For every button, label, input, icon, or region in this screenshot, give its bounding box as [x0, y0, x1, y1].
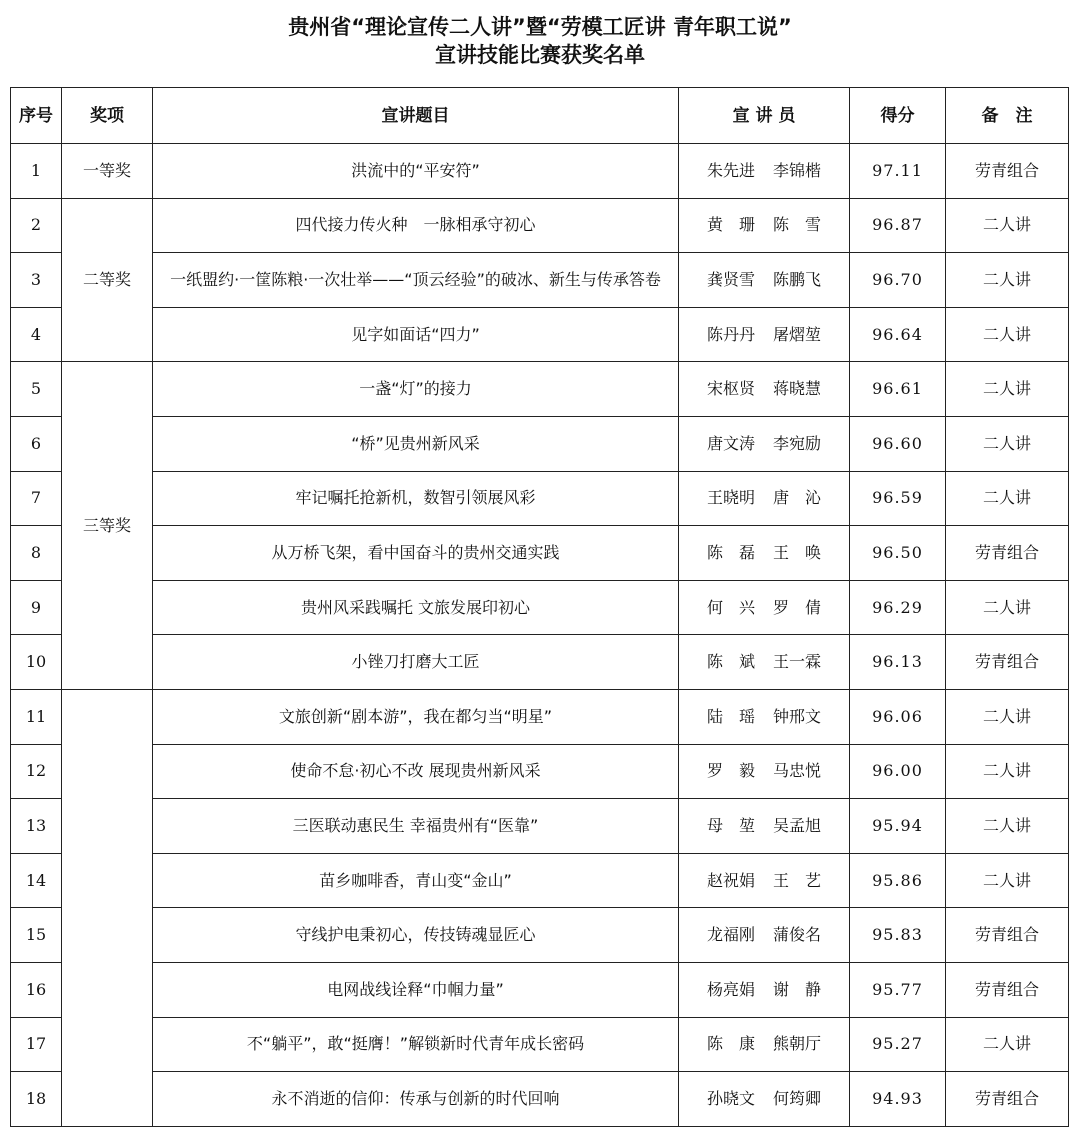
- speaker-names: [683, 487, 845, 509]
- note: 二人讲: [946, 1017, 1069, 1072]
- speaker-name: 母 堃: [706, 815, 755, 835]
- table-row: [11, 853, 1069, 908]
- header-score: 得分: [850, 88, 946, 144]
- header-note: 备 注: [946, 88, 1069, 144]
- speech-topic: 守线护电秉初心，传技铸魂显匠心: [153, 908, 679, 963]
- award-level: 一等奖: [62, 144, 153, 199]
- speakers-cell: [679, 689, 850, 744]
- score: 97.11: [850, 144, 946, 199]
- speaker-name: 李宛励: [773, 433, 822, 453]
- table-row: [11, 198, 1069, 253]
- speech-topic: 一盏“灯”的接力: [153, 362, 679, 417]
- speaker-name: 吴孟旭: [773, 815, 822, 835]
- speech-topic: 使命不怠·初心不改 展现贵州新风采: [153, 744, 679, 799]
- note: 二人讲: [946, 689, 1069, 744]
- award-level: [62, 689, 153, 1126]
- speaker-name: 陈丹丹: [706, 324, 755, 344]
- speaker-names: [683, 378, 845, 400]
- score: 96.06: [850, 689, 946, 744]
- speaker-name: 宋枢贤: [706, 379, 755, 399]
- table-row: [11, 526, 1069, 581]
- table-header-row: [11, 88, 1069, 144]
- speech-topic: 一纸盟约·一筐陈粮·一次壮举——“顶云经验”的破冰、新生与传承答卷: [153, 253, 679, 308]
- score: 96.61: [850, 362, 946, 417]
- note: 劳青组合: [946, 908, 1069, 963]
- speakers-cell: [679, 526, 850, 581]
- speech-topic: 不“躺平”，敢“挺膺！”解锁新时代青年成长密码: [153, 1017, 679, 1072]
- header-award: 奖项: [62, 88, 153, 144]
- note: 二人讲: [946, 580, 1069, 635]
- table-row: [11, 144, 1069, 199]
- row-number: 7: [11, 471, 62, 526]
- row-number: 1: [11, 144, 62, 199]
- row-number: 13: [11, 799, 62, 854]
- table-row: [11, 799, 1069, 854]
- speech-topic: 洪流中的“平安符”: [153, 144, 679, 199]
- speaker-name: 蒲俊名: [773, 925, 822, 945]
- score: 95.77: [850, 962, 946, 1017]
- speaker-name: 李锦楷: [773, 160, 822, 180]
- speaker-name: 王一霖: [773, 652, 822, 672]
- speaker-names: [683, 1033, 845, 1055]
- score: 96.13: [850, 635, 946, 690]
- table-row: [11, 962, 1069, 1017]
- speaker-names: [683, 269, 845, 291]
- speaker-name: 孙晓文: [706, 1088, 755, 1108]
- table-row: [11, 471, 1069, 526]
- award-level: 二等奖: [62, 198, 153, 362]
- table-row: [11, 580, 1069, 635]
- speaker-names: [683, 760, 845, 782]
- table-body: [11, 144, 1069, 1127]
- row-number: 4: [11, 307, 62, 362]
- speaker-name: 唐 沁: [773, 488, 822, 508]
- score: 96.59: [850, 471, 946, 526]
- table-row: [11, 689, 1069, 744]
- speaker-name: 蒋晓慧: [773, 379, 822, 399]
- speakers-cell: [679, 635, 850, 690]
- speech-topic: 见字如面话“四力”: [153, 307, 679, 362]
- speaker-name: 谢 静: [773, 979, 822, 999]
- speaker-name: 陈 斌: [706, 652, 755, 672]
- speaker-name: 陈 雪: [773, 215, 822, 235]
- speech-topic: “桥”见贵州新风采: [153, 416, 679, 471]
- speaker-name: 王 唤: [773, 542, 822, 562]
- speaker-name: 龙福刚: [706, 925, 755, 945]
- speaker-name: 唐文涛: [706, 433, 755, 453]
- page-title-line-2: 宣讲技能比赛获奖名单: [435, 43, 645, 67]
- row-number: 17: [11, 1017, 62, 1072]
- speech-topic: 电网战线诠释“巾帼力量”: [153, 962, 679, 1017]
- speaker-name: 杨亮娟: [706, 979, 755, 999]
- score: 96.60: [850, 416, 946, 471]
- speaker-name: 熊朝厅: [773, 1034, 822, 1054]
- speech-topic: 三医联动惠民生 幸福贵州有“医靠”: [153, 799, 679, 854]
- speaker-name: 王晓明: [706, 488, 755, 508]
- speech-topic: 小锉刀打磨大工匠: [153, 635, 679, 690]
- speaker-names: [683, 815, 845, 837]
- speaker-name: 马忠悦: [773, 761, 822, 781]
- note: 劳青组合: [946, 635, 1069, 690]
- speaker-names: [683, 1088, 845, 1110]
- award-list-table: [10, 87, 1069, 1127]
- row-number: 10: [11, 635, 62, 690]
- row-number: 15: [11, 908, 62, 963]
- note: 劳青组合: [946, 526, 1069, 581]
- speakers-cell: [679, 416, 850, 471]
- speakers-cell: [679, 799, 850, 854]
- speakers-cell: [679, 744, 850, 799]
- note: 二人讲: [946, 853, 1069, 908]
- speaker-name: 何 兴: [706, 597, 755, 617]
- speakers-cell: [679, 1017, 850, 1072]
- speech-topic: 文旅创新“剧本游”，我在都匀当“明星”: [153, 689, 679, 744]
- speaker-names: [683, 651, 845, 673]
- row-number: 12: [11, 744, 62, 799]
- speaker-name: 黄 珊: [706, 215, 755, 235]
- score: 96.00: [850, 744, 946, 799]
- note: 劳青组合: [946, 962, 1069, 1017]
- score: 94.93: [850, 1072, 946, 1127]
- speaker-name: 罗 倩: [773, 597, 822, 617]
- speaker-name: 陈鹏飞: [773, 269, 822, 289]
- speaker-names: [683, 324, 845, 346]
- speech-topic: 永不消逝的信仰：传承与创新的时代回响: [153, 1072, 679, 1127]
- table-row: [11, 1017, 1069, 1072]
- speaker-name: 王 艺: [773, 870, 822, 890]
- speaker-name: 陆 瑶: [706, 706, 755, 726]
- table-row: [11, 1072, 1069, 1127]
- speaker-names: [683, 597, 845, 619]
- speaker-name: 陈 康: [706, 1034, 755, 1054]
- speech-topic: 苗乡咖啡香，青山变“金山”: [153, 853, 679, 908]
- speakers-cell: [679, 471, 850, 526]
- row-number: 2: [11, 198, 62, 253]
- speaker-names: [683, 924, 845, 946]
- row-number: 9: [11, 580, 62, 635]
- note: 二人讲: [946, 744, 1069, 799]
- speaker-names: [683, 870, 845, 892]
- speaker-names: [683, 433, 845, 455]
- speech-topic: 四代接力传火种 一脉相承守初心: [153, 198, 679, 253]
- note: 二人讲: [946, 416, 1069, 471]
- row-number: 8: [11, 526, 62, 581]
- note: 二人讲: [946, 253, 1069, 308]
- speaker-name: 何筠卿: [773, 1088, 822, 1108]
- speakers-cell: [679, 144, 850, 199]
- speaker-name: 屠熠堃: [773, 324, 822, 344]
- note: 劳青组合: [946, 1072, 1069, 1127]
- speech-topic: 牢记嘱托抢新机，数智引领展风彩: [153, 471, 679, 526]
- table-row: [11, 307, 1069, 362]
- row-number: 3: [11, 253, 62, 308]
- score: 96.70: [850, 253, 946, 308]
- speakers-cell: [679, 580, 850, 635]
- table-row: [11, 908, 1069, 963]
- speakers-cell: [679, 253, 850, 308]
- header-topic: 宣讲题目: [153, 88, 679, 144]
- speaker-name: 钟邢文: [773, 706, 822, 726]
- speakers-cell: [679, 198, 850, 253]
- speaker-name: 陈 磊: [706, 542, 755, 562]
- score: 95.27: [850, 1017, 946, 1072]
- speakers-cell: [679, 362, 850, 417]
- table-row: [11, 416, 1069, 471]
- table-row: [11, 253, 1069, 308]
- speakers-cell: [679, 853, 850, 908]
- note: 二人讲: [946, 307, 1069, 362]
- row-number: 18: [11, 1072, 62, 1127]
- note: 二人讲: [946, 799, 1069, 854]
- note: 二人讲: [946, 198, 1069, 253]
- page-title-line-1: 贵州省“理论宣传二人讲”暨“劳模工匠讲 青年职工说”: [288, 15, 792, 39]
- row-number: 16: [11, 962, 62, 1017]
- speech-topic: 从万桥飞架，看中国奋斗的贵州交通实践: [153, 526, 679, 581]
- speaker-names: [683, 542, 845, 564]
- score: 96.87: [850, 198, 946, 253]
- speaker-name: 赵祝娟: [706, 870, 755, 890]
- award-level: 三等奖: [62, 362, 153, 690]
- table-row: [11, 362, 1069, 417]
- speaker-name: 龚贤雪: [706, 269, 755, 289]
- note: 二人讲: [946, 362, 1069, 417]
- note: 二人讲: [946, 471, 1069, 526]
- speakers-cell: [679, 962, 850, 1017]
- row-number: 14: [11, 853, 62, 908]
- speakers-cell: [679, 307, 850, 362]
- speech-topic: 贵州风采践嘱托 文旅发展印初心: [153, 580, 679, 635]
- score: 96.50: [850, 526, 946, 581]
- row-number: 6: [11, 416, 62, 471]
- speaker-names: [683, 214, 845, 236]
- row-number: 11: [11, 689, 62, 744]
- speaker-names: [683, 979, 845, 1001]
- score: 96.64: [850, 307, 946, 362]
- table-row: [11, 744, 1069, 799]
- table-row: [11, 635, 1069, 690]
- speakers-cell: [679, 1072, 850, 1127]
- score: 95.86: [850, 853, 946, 908]
- speaker-names: [683, 706, 845, 728]
- score: 96.29: [850, 580, 946, 635]
- score: 95.83: [850, 908, 946, 963]
- header-number: 序号: [11, 88, 62, 144]
- speaker-name: 罗 毅: [706, 761, 755, 781]
- score: 95.94: [850, 799, 946, 854]
- header-speakers: 宣 讲 员: [679, 88, 850, 144]
- speaker-name: 朱先进: [706, 160, 755, 180]
- note: 劳青组合: [946, 144, 1069, 199]
- row-number: 5: [11, 362, 62, 417]
- speaker-names: [683, 160, 845, 182]
- speakers-cell: [679, 908, 850, 963]
